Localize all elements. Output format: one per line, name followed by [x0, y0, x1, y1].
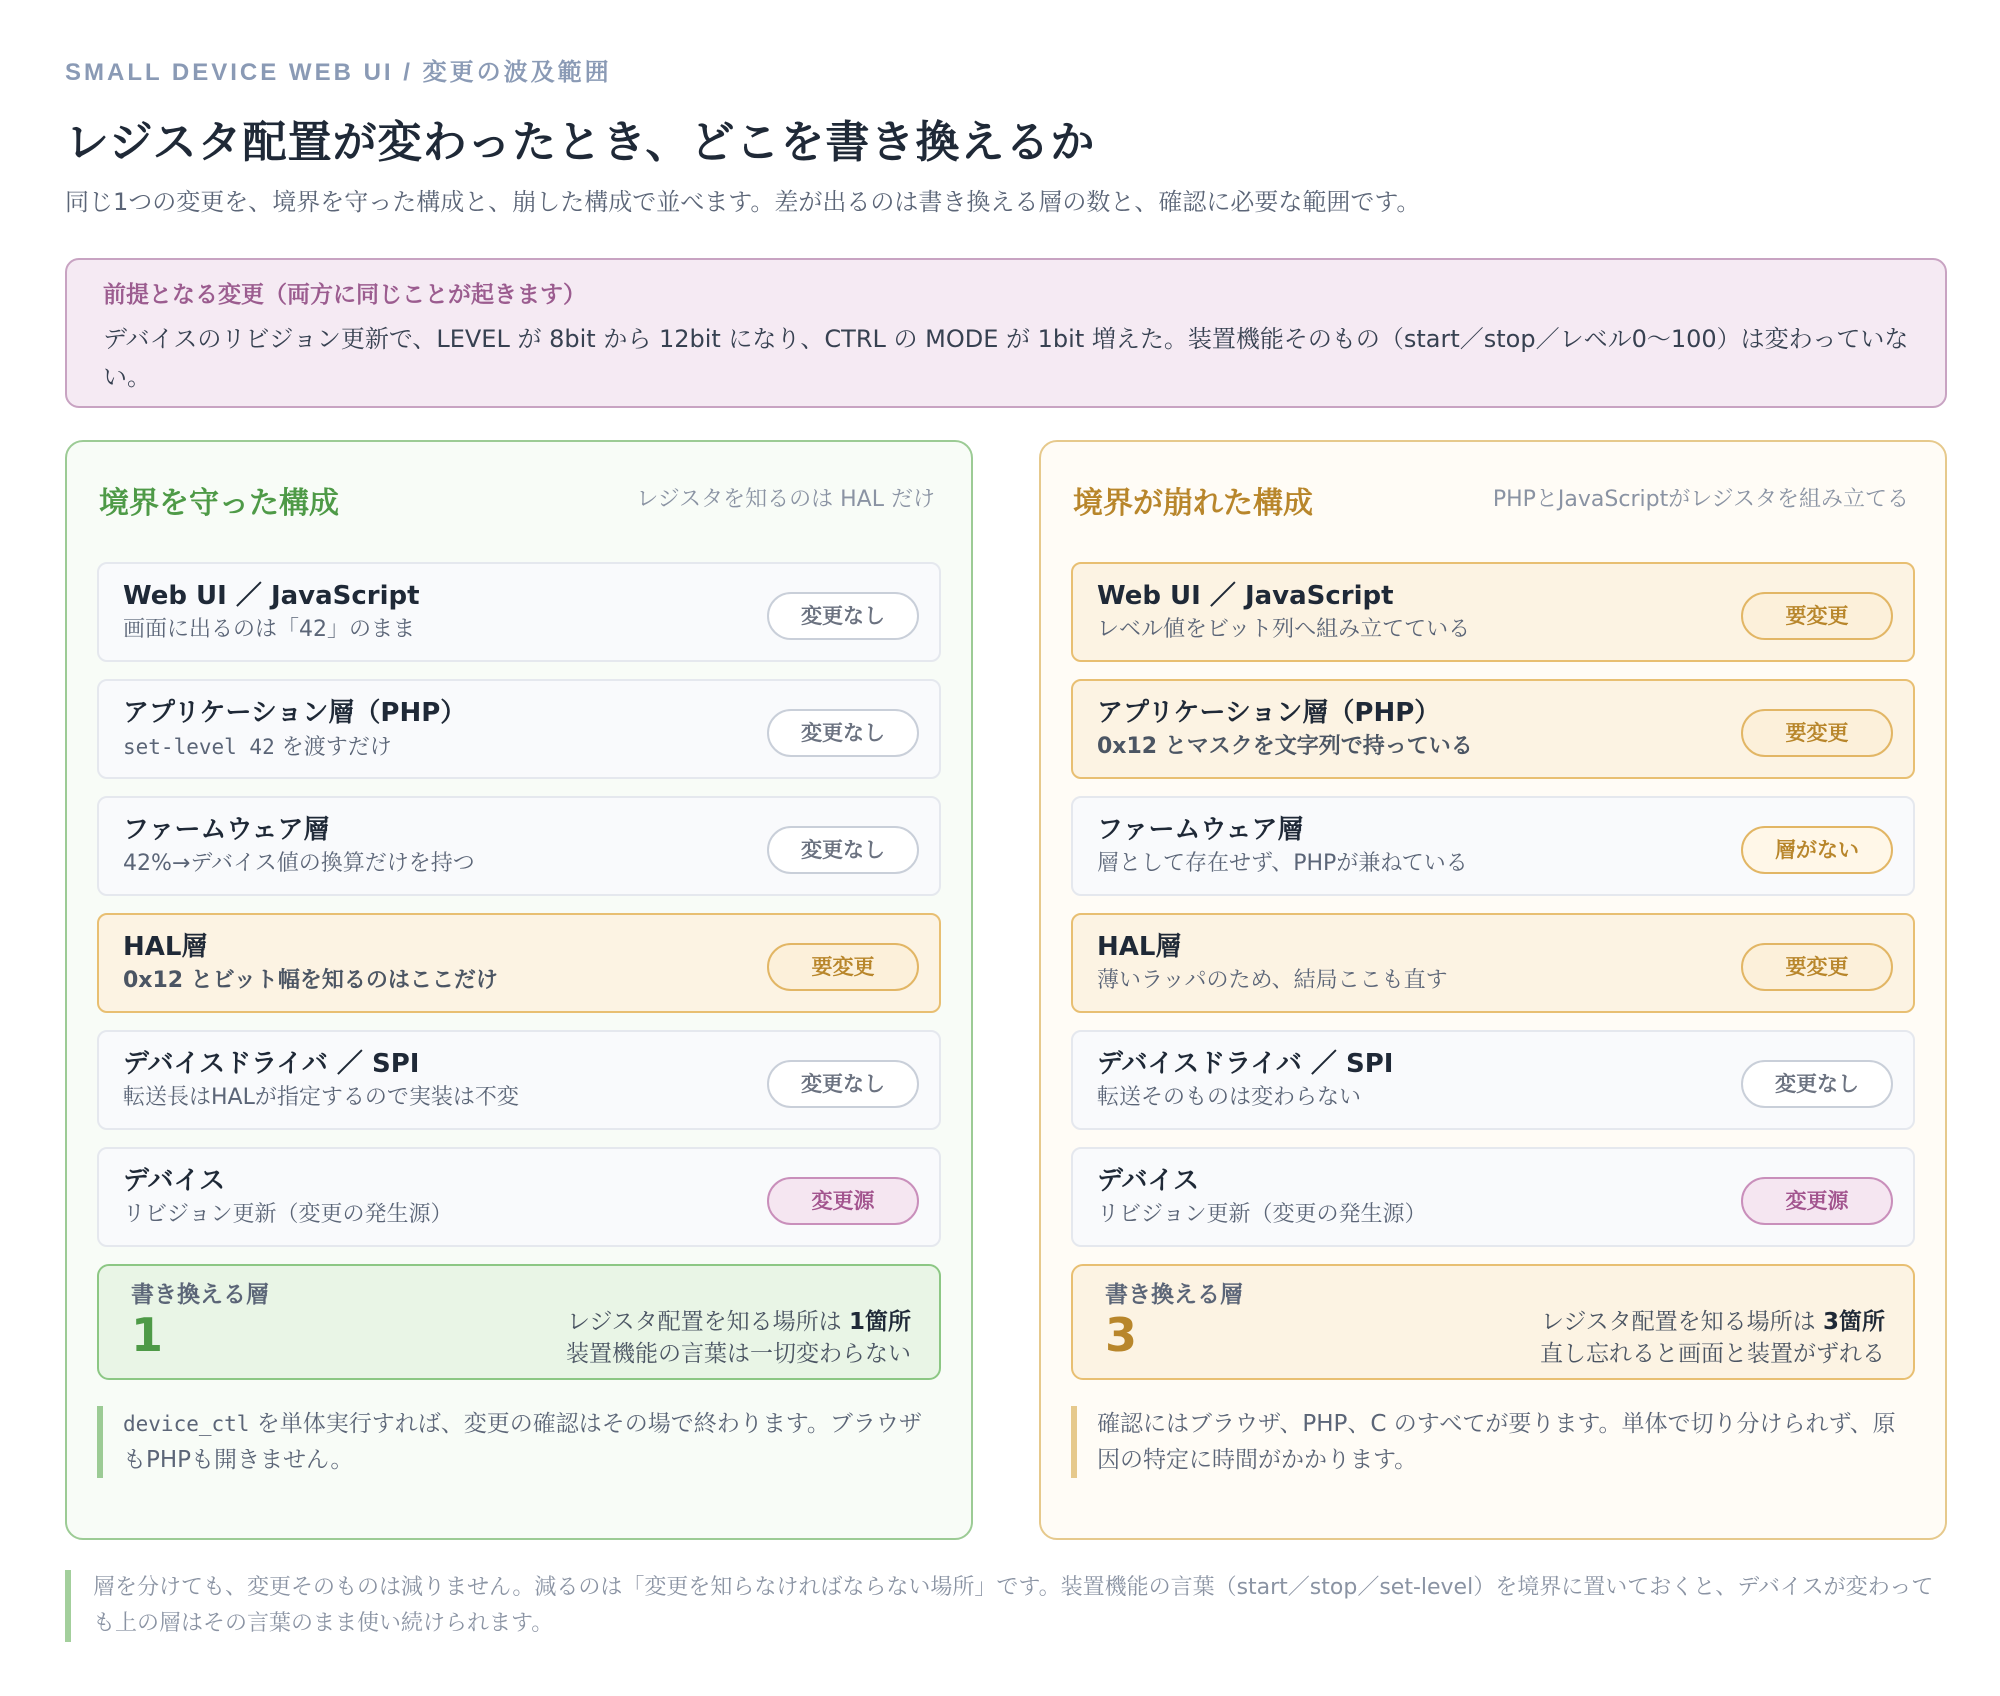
layer-firmware: [97, 796, 941, 896]
layer-desc: 薄いラッパのため、結局ここも直す: [1097, 968, 1448, 993]
status-badge: 要変更: [1741, 943, 1893, 991]
layer-name: デバイスドライバ ／ SPI: [123, 1049, 420, 1079]
layer-desc: 0x12 とマスクを文字列で持っている: [1097, 734, 1473, 759]
layer-desc: 転送そのものは変わらない: [1097, 1085, 1362, 1110]
status-badge: 変更なし: [767, 826, 919, 874]
layer-hal: [1071, 913, 1915, 1013]
summary-box: [97, 1264, 941, 1380]
page-footnote: 層を分けても、変更そのものは減りません。減るのは「変更を知らなければならない場所」です。装置機能の言葉（start／stop／set-level）を境界に置いておくと、デバイスが変わっても上の層はその言葉のまま使い続けられます。: [65, 1570, 1947, 1642]
layer-web-ui: [1071, 562, 1915, 662]
column-note: レジスタを知るのは HAL だけ: [636, 487, 935, 512]
layer-hal: [97, 913, 941, 1013]
layer-desc: 画面に出るのは「42」のまま: [123, 617, 415, 642]
summary-line-1-text: レジスタ配置を知る場所は: [566, 1309, 849, 1335]
column-header: [1071, 470, 1915, 530]
layer-driver-spi: [1071, 1030, 1915, 1130]
layer-name: HAL層: [123, 932, 208, 962]
layer-desc: レベル値をビット列へ組み立てている: [1097, 617, 1471, 642]
status-badge: 変更なし: [767, 592, 919, 640]
layer-name: アプリケーション層（PHP）: [123, 698, 467, 728]
premise-title: 前提となる変更（両方に同じことが起きます）: [103, 282, 586, 308]
summary-line-2: 直し忘れると画面と装置がずれる: [1540, 1341, 1885, 1367]
summary-line-1: [1540, 1306, 1885, 1338]
page-subtitle: 同じ1つの変更を、境界を守った構成と、崩した構成で並べます。差が出るのは書き換える層の数と、確認に必要な範囲です。: [65, 188, 1421, 216]
layer-name: デバイスドライバ ／ SPI: [1097, 1049, 1394, 1079]
column-bounded: [65, 440, 973, 1540]
column-footnote-text: を単体実行すれば、変更の確認はその場で終わります。ブラウザもPHPも開きません。: [123, 1411, 922, 1473]
summary-line-1: [566, 1306, 911, 1338]
layer-application: [97, 679, 941, 779]
column-title: 境界を守った構成: [99, 486, 339, 521]
status-badge: 要変更: [1741, 709, 1893, 757]
column-footnote: 確認にはブラウザ、PHP、C のすべてが要ります。単体で切り分けられず、原因の特定に時間がかかります。: [1071, 1406, 1915, 1478]
summary-detail: [566, 1306, 911, 1370]
status-badge: 要変更: [767, 943, 919, 991]
layer-firmware: [1071, 796, 1915, 896]
eyebrow: SMALL DEVICE WEB UI / 変更の波及範囲: [65, 59, 612, 86]
layer-name: Web UI ／ JavaScript: [1097, 581, 1394, 611]
summary-label: 書き換える層: [131, 1282, 269, 1308]
layer-desc-text: を渡すだけ: [274, 735, 392, 760]
layer-application: [1071, 679, 1915, 779]
layer-desc: 42%→デバイス値の換算だけを持つ: [123, 851, 475, 876]
layer-name: Web UI ／ JavaScript: [123, 581, 420, 611]
status-badge: 変更源: [767, 1177, 919, 1225]
layer-desc: リビジョン更新（変更の発生源）: [1097, 1202, 1427, 1227]
premise-body: デバイスのリビジョン更新で、LEVEL が 8bit から 12bit になり、CTRL の MODE が 1bit 増えた。装置機能そのもの（start／stop／レベル0〜100）は変わっていない。: [103, 325, 1909, 391]
summary-box: [1071, 1264, 1915, 1380]
summary-line-1-text: レジスタ配置を知る場所は: [1540, 1309, 1823, 1335]
summary-label: 書き換える層: [1105, 1282, 1243, 1308]
summary-line-1-count: 3箇所: [1822, 1309, 1885, 1335]
code-snippet: set-level 42: [123, 735, 275, 759]
column-note: PHPとJavaScriptがレジスタを組み立てる: [1492, 487, 1909, 512]
status-badge: 変更源: [1741, 1177, 1893, 1225]
column-footnote: [97, 1406, 941, 1478]
layer-name: ファームウェア層: [1097, 815, 1304, 845]
status-badge: 要変更: [1741, 592, 1893, 640]
layer-desc: 0x12 とビット幅を知るのはここだけ: [123, 968, 498, 993]
layer-driver-spi: [97, 1030, 941, 1130]
layer-name: デバイス: [1097, 1166, 1200, 1196]
page-title: レジスタ配置が変わったとき、どこを書き換えるか: [65, 117, 1096, 168]
column-broken: [1039, 440, 1947, 1540]
comparison-columns: [65, 440, 1947, 1540]
column-title: 境界が崩れた構成: [1073, 486, 1313, 521]
layer-name: HAL層: [1097, 932, 1182, 962]
column-header: [97, 470, 941, 530]
layer-name: デバイス: [123, 1166, 226, 1196]
layer-desc: 転送長はHALが指定するので実装は不変: [123, 1085, 519, 1110]
layer-device: [97, 1147, 941, 1247]
layer-desc: 層として存在せず、PHPが兼ねている: [1097, 851, 1468, 876]
summary-line-1-count: 1箇所: [848, 1309, 911, 1335]
layer-desc: リビジョン更新（変更の発生源）: [123, 1202, 453, 1227]
status-badge: 変更なし: [767, 1060, 919, 1108]
layer-device: [1071, 1147, 1915, 1247]
status-badge: 変更なし: [767, 709, 919, 757]
summary-count: 3: [1105, 1308, 1138, 1362]
layer-name: ファームウェア層: [123, 815, 330, 845]
premise-box: [65, 258, 1947, 408]
code-snippet: device_ctl: [123, 1412, 250, 1436]
status-badge: 変更なし: [1741, 1060, 1893, 1108]
summary-detail: [1540, 1306, 1885, 1370]
summary-count: 1: [131, 1308, 164, 1362]
summary-line-2: 装置機能の言葉は一切変わらない: [566, 1341, 911, 1367]
layer-name: アプリケーション層（PHP）: [1097, 698, 1441, 728]
status-badge: 層がない: [1741, 826, 1893, 874]
layer-web-ui: [97, 562, 941, 662]
